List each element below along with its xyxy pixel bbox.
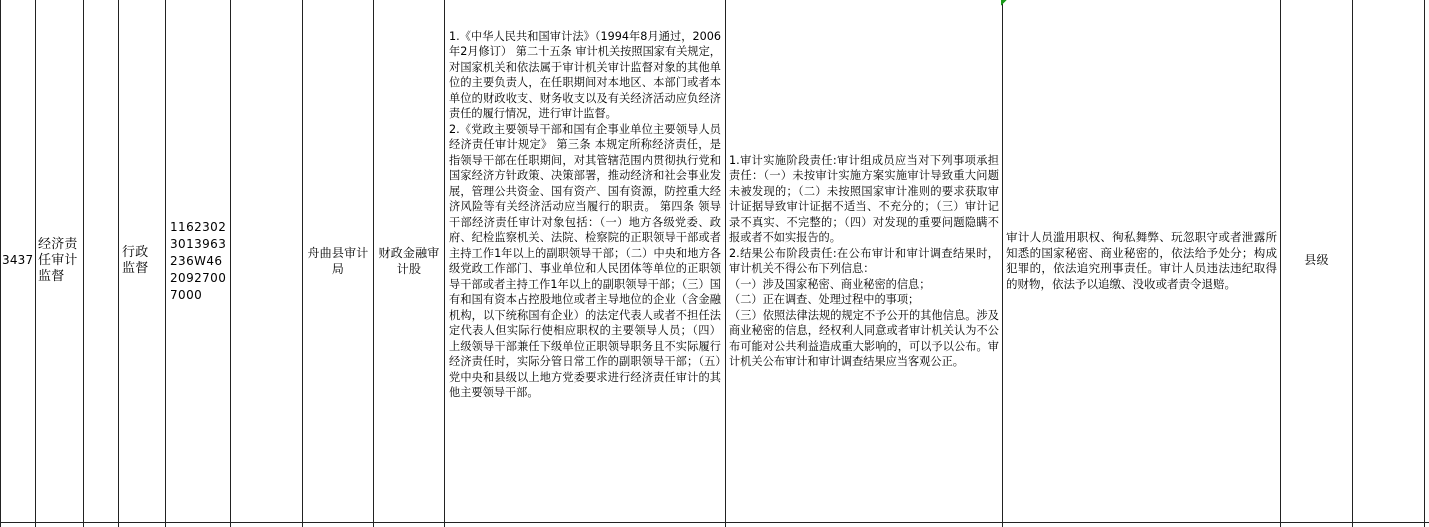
grid-line [0,0,1,527]
grid-line [0,522,1429,523]
grid-line [118,0,119,527]
cell-category[interactable] [122,0,152,522]
cell-level[interactable] [1281,0,1352,522]
grid-line [1424,0,1425,527]
legal-basis-text: 1.《中华人民共和国审计法》（1994年8月通过，2006年2月修订） 第二十五条 审计机关按照国家有关规定，对国家机关和依法属于审计机关审计监督对象的其他单位的主要负责人，在任职期间对本地区、本部门或者本单位的财政收支、财务收支以及有关经济活动应负经济责任的履行情况，进行审计监督。 2.《党政主要领导干部和国有企事业单位主要领导人员经济责任审计规定》 第三条 本规定所称经济责任，是指领导干部在任职期间，对其管辖范围内贯彻执行党和国家经济方针政策、决策部署，推动经济和社会事业发展，管理公共资金、国有资产、国有资源，防控重大经济风险等有关经济活动应当履行的职责。 第四条 领导干部经济责任审计对象包括：（一）地方各级党委、政府、纪检监察机关、法院、检察院的正职领导干部或者主持工作1年以上的副职领导干部；（二）中央和地方各级党政工作部门、事业单位和人民团体等单位的正职领导干部或者主持工作1年以上的副职领导干部；（三）国有和国有资本占控股地位或者主导地位的企业（含金融机构，以下统称国有企业）的法定代表人或者不担任法定代表人但实际行使相应职权的主要领导人员；（四）上级领导干部兼任下级单位正职领导职务且不实际履行经济责任时，实际分管日常工作的副职领导干部；（五）党中央和县级以上地方党委要求进行经济责任审计的其他主要领导干部。 [449,29,721,399]
cell-department[interactable] [303,0,373,522]
grid-line [725,0,726,527]
cell-responsibility[interactable] [729,0,999,522]
item-name-text: 经济责任审计监督 [38,237,78,284]
department-text: 舟曲县审计局 [307,246,369,276]
row-index-text: 3437 [2,253,34,268]
grid-line [35,0,36,527]
cell-legal-basis[interactable] [449,13,721,518]
cell-empty[interactable] [1353,0,1424,522]
grid-line [165,0,166,527]
cell-office[interactable] [374,0,444,522]
cell-code[interactable] [170,0,228,522]
grid-line [230,0,231,527]
accountability-text: 审计人员滥用职权、徇私舞弊、玩忽职守或者泄露所知悉的国家秘密、商业秘密的，依法给予处分；构成犯罪的，依法追究刑事责任。审计人员违法违纪取得的财物，依法予以追缴、没收或者责令退赔。 [1006,230,1277,291]
grid-line [83,0,84,527]
code-text: 11623023013963236W4620927007000 [170,219,227,302]
cell-row-index[interactable] [2,0,35,522]
grid-line [1002,0,1003,527]
cell-accountability[interactable] [1006,0,1277,522]
office-text: 财政金融审计股 [378,246,440,276]
cell-item-name[interactable] [38,0,82,522]
responsibility-text: 1.审计实施阶段责任:审计组成员应当对下列事项承担责任：（一）未按审计实施方案实施审计导致重大问题未被发现的；（二）未按照国家审计准则的要求获取审计证据导致审计证据不适当、不充分的；（三）审计记录不真实、不完整的；（四）对发现的重要问题隐瞒不报或者不如实报告的。 2.结果公布阶段责任:在公布审计和审计调查结果时，审计机关不得公布下列信息： （一）涉及国家秘密、商业秘密的信息； （二）正在调查、处理过程中的事项； （三）依照法律法规的规定不予公开的其他信息。涉及商业秘密的信息，经权利人同意或者审计机关认为不公布可能对公共利益造成重大影响的，可以予以公布。审计机关公布审计和审计调查结果应当客观公正。 [729,153,999,368]
category-text: 行政监督 [122,245,149,276]
grid-line [444,0,445,527]
level-text: 县级 [1304,253,1329,268]
